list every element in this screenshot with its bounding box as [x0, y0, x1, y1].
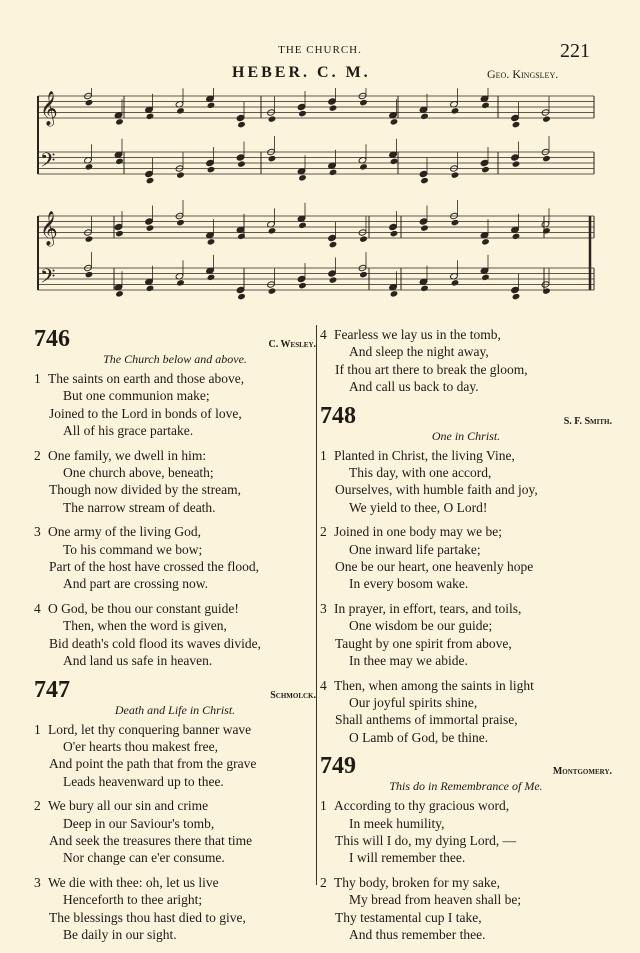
verse-line	[34, 738, 316, 755]
hymn-author: Montgomery.	[552, 766, 612, 778]
hymn-number: 746	[34, 326, 70, 352]
hymn-747-continued	[320, 326, 612, 396]
music-score	[36, 88, 600, 300]
verse-number: 3	[34, 874, 41, 890]
verse-line	[34, 405, 316, 422]
note-head	[359, 99, 368, 106]
verse-text: One family, we dwell in him:	[48, 447, 207, 463]
verse-number: 3	[34, 524, 41, 540]
verse	[34, 523, 316, 593]
hymn-number: 748	[320, 402, 356, 429]
verse-number: 2	[320, 874, 327, 890]
verse-line	[320, 652, 612, 669]
verse-line	[320, 541, 612, 558]
verse-line	[320, 832, 612, 849]
note-head	[542, 155, 551, 162]
hymn-verses	[320, 797, 612, 943]
note-head	[481, 274, 490, 281]
verse-number: 4	[320, 677, 327, 693]
verse	[34, 797, 316, 867]
verse-text: Nor change can e'er consume.	[63, 850, 225, 866]
verse-text: Ourselves, with humble faith and joy,	[335, 482, 538, 498]
verse-line	[320, 891, 612, 908]
verse-line	[34, 387, 316, 404]
page-number: 221	[560, 40, 590, 62]
treble-clef-icon: 𝄞	[40, 91, 58, 126]
bass-clef-icon: 𝄢	[40, 148, 56, 177]
note-head	[511, 114, 520, 121]
note-head	[329, 276, 338, 283]
verse-line	[320, 361, 612, 378]
note-head	[390, 290, 399, 297]
note-head	[480, 159, 489, 166]
note-head	[237, 160, 246, 167]
verse	[34, 721, 316, 791]
verse-text: And point the path that from the grave	[49, 756, 257, 772]
verse-line	[34, 815, 316, 832]
hymn-title: One in Christ.	[431, 428, 501, 443]
verse-line	[320, 926, 612, 943]
note-head	[512, 293, 521, 300]
verse-line	[34, 797, 316, 814]
note-head	[481, 102, 490, 109]
note-head	[329, 241, 338, 248]
verse-text: Lord, let thy conquering banner wave	[48, 721, 252, 737]
verse-line	[34, 541, 316, 558]
note-head	[85, 235, 94, 242]
verse-text: Part of the host have crossed the flood,	[49, 559, 259, 575]
note-head	[359, 163, 368, 170]
hymn-748	[320, 403, 612, 747]
note-head	[328, 98, 337, 105]
hymn-number: 747	[34, 676, 70, 703]
note-head	[268, 115, 277, 122]
verse-line	[34, 600, 316, 617]
verse-number: 2	[34, 447, 41, 463]
verse-number: 1	[34, 371, 41, 386]
verse-text: One inward life partake;	[349, 541, 481, 557]
verse-text: In every bosom wake.	[349, 576, 469, 592]
note-head	[268, 227, 277, 234]
note-head	[206, 159, 215, 166]
verse	[320, 874, 612, 944]
note-head	[115, 230, 124, 237]
note-head	[420, 177, 429, 184]
verse-line	[320, 558, 612, 575]
verse-line	[320, 849, 612, 866]
note-head	[176, 219, 185, 226]
verse-text: O Lamb of God, be thine.	[349, 729, 489, 745]
verse-text: And call us back to day.	[349, 379, 479, 395]
verse-line	[34, 755, 316, 772]
verse-line	[34, 849, 316, 866]
verse	[320, 447, 612, 517]
note-head	[236, 286, 245, 293]
verse-line	[320, 635, 612, 652]
hymn-heading	[34, 677, 316, 703]
verse-text: Fearless we lay us in the tomb,	[334, 327, 501, 342]
verse-text: Be daily in our sight.	[63, 926, 177, 942]
note-head	[207, 274, 216, 281]
verse-line	[34, 721, 316, 738]
hymn-author: C. Wesley.	[268, 339, 316, 350]
note-head	[176, 171, 185, 178]
verse-line	[320, 729, 612, 746]
verse-line	[34, 481, 316, 498]
note-head	[237, 121, 246, 128]
verse-line	[320, 909, 612, 926]
verse-text: To his command we bow;	[63, 541, 203, 557]
note-head	[297, 275, 306, 282]
verse-text: Then, when the word is given,	[63, 618, 227, 634]
verse	[34, 447, 316, 517]
left-column	[34, 326, 316, 950]
note-head	[481, 166, 490, 173]
note-head	[542, 115, 551, 122]
verse-line	[320, 677, 612, 694]
note-head	[420, 224, 429, 231]
verse-line	[34, 909, 316, 926]
verse-text: If thou art there to break the gloom,	[335, 361, 528, 377]
verse-number: 4	[34, 600, 41, 616]
verse-line	[320, 617, 612, 634]
verse-line	[320, 600, 612, 617]
verse-text: My bread from heaven shall be;	[349, 892, 522, 908]
note-head	[419, 170, 428, 177]
verse-text: And part are crossing now.	[63, 576, 208, 592]
note-head	[390, 230, 399, 237]
verse	[34, 600, 316, 670]
note-head	[115, 118, 124, 125]
verse-line	[34, 370, 316, 387]
verse-line	[320, 874, 612, 891]
note-head	[390, 118, 399, 125]
tune-composer: Geo. Kingsley.	[487, 67, 559, 81]
verse-line	[320, 464, 612, 481]
tune-title: HEBER. C. M.	[232, 64, 371, 81]
verse-text: We bury all our sin and crime	[48, 798, 209, 814]
note-head	[236, 114, 245, 121]
treble-clef-icon: 𝄞	[40, 211, 58, 246]
note-head	[419, 218, 428, 225]
verse-line	[34, 575, 316, 592]
verse-text: Thy testamental cup I take,	[335, 909, 482, 925]
verse-number: 1	[320, 447, 327, 463]
right-column	[320, 326, 612, 950]
note-head	[176, 279, 185, 286]
verse-line	[320, 378, 612, 395]
verse-text: And seek the treasures there that time	[49, 832, 253, 848]
verse-line	[34, 464, 316, 481]
verse-line	[34, 891, 316, 908]
verse-text: O God, be thou our constant guide!	[48, 600, 239, 616]
note-head	[512, 121, 521, 128]
verse-text: Taught by one spirit from above,	[335, 635, 512, 651]
verse-line	[34, 652, 316, 669]
note-head	[298, 174, 307, 181]
note-head	[420, 285, 429, 292]
hymn-number: 749	[320, 753, 356, 780]
hymn-heading	[320, 753, 612, 779]
verse-number: 1	[34, 721, 41, 737]
note-head	[451, 279, 460, 286]
verse-text: One church above, beneath;	[63, 465, 214, 481]
verse-text: Henceforth to thee aright;	[63, 892, 203, 908]
note-head	[85, 163, 94, 170]
verse-text: O'er hearts thou makest free,	[63, 738, 218, 754]
verse-text: And sleep the night away,	[349, 344, 489, 360]
note-head	[359, 235, 368, 242]
verse-line	[34, 832, 316, 849]
hymn-title: This do in Remembrance of Me.	[389, 779, 543, 794]
note-head	[329, 169, 338, 176]
hymn-verses	[320, 326, 612, 396]
note-head	[329, 104, 338, 111]
verse-text: We die with thee: oh, let us live	[48, 874, 219, 890]
note-head	[328, 234, 337, 241]
note-head	[420, 113, 429, 120]
verse-text: Shall anthems of immortal praise,	[335, 712, 518, 728]
verse-number: 2	[34, 798, 41, 814]
hymn-746	[34, 326, 316, 670]
verse-line	[320, 499, 612, 516]
hymn-author: S. F. Smith.	[563, 415, 612, 427]
note-head	[207, 102, 216, 109]
note-head	[176, 107, 185, 114]
verse	[320, 600, 612, 670]
note-head	[145, 218, 154, 225]
verse-line	[320, 481, 612, 498]
verse-text: The saints on earth and those above,	[48, 371, 245, 386]
verse-line	[34, 447, 316, 464]
note-head	[146, 113, 155, 120]
verse-text: And thus remember thee.	[349, 926, 486, 942]
note-head	[328, 270, 337, 277]
verse-line	[320, 523, 612, 540]
verse-text: And land us safe in heaven.	[63, 653, 213, 669]
verse-text: One be our heart, one heavenly hope	[335, 559, 534, 575]
verse-text: According to thy gracious word,	[334, 798, 510, 814]
note-head	[297, 103, 306, 110]
verse-line	[320, 797, 612, 814]
verse-text: One army of the living God,	[48, 524, 201, 540]
verse	[34, 874, 316, 944]
note-head	[298, 110, 307, 117]
verse-line	[34, 874, 316, 891]
verse-text: Planted in Christ, the living Vine,	[334, 447, 515, 463]
verse-line	[320, 694, 612, 711]
verse-line	[320, 815, 612, 832]
verse-text: The blessings thou hast died to give,	[49, 909, 246, 925]
note-head	[451, 219, 460, 226]
verse-text: In thee may we abide.	[349, 653, 468, 669]
verse-number: 3	[320, 600, 327, 616]
verse	[320, 523, 612, 593]
verse-line	[34, 635, 316, 652]
note-head	[481, 238, 490, 245]
hymn-title: Death and Life in Christ.	[114, 702, 236, 717]
note-head	[207, 166, 216, 173]
note-head	[114, 223, 123, 230]
verse-text: We yield to thee, O Lord!	[349, 499, 488, 515]
verse-text: This day, with one accord,	[349, 465, 492, 481]
verse-line	[320, 447, 612, 464]
hymn-author: Schmolck.	[270, 689, 316, 701]
verse-text: One wisdom be our guide;	[349, 618, 493, 634]
verse-line	[320, 326, 612, 343]
verse-text: But one communion make;	[63, 388, 210, 404]
verse-line	[34, 499, 316, 516]
note-head	[115, 158, 124, 165]
verse-text: In meek humility,	[349, 815, 445, 831]
verse-text: Thy body, broken for my sake,	[334, 874, 500, 890]
bass-clef-icon: 𝄢	[40, 264, 56, 293]
verse-line	[34, 617, 316, 634]
note-head	[512, 233, 521, 240]
verse	[320, 677, 612, 747]
hymn-verses	[34, 370, 316, 670]
verse-line	[320, 575, 612, 592]
verse-text: This will I do, my dying Lord, —	[335, 832, 517, 848]
note-head	[85, 99, 94, 106]
verse-text: Deep in our Saviour's tomb,	[63, 815, 215, 831]
note-head	[146, 177, 155, 184]
verse-number: 4	[320, 327, 327, 342]
verse-text: Leads heavenward up to thee.	[63, 773, 224, 789]
verse-text: Joined in one body may we be;	[334, 524, 502, 540]
verse-text: Joined to the Lord in bonds of love,	[49, 405, 242, 421]
hymn-heading	[34, 326, 316, 352]
verse-text: Then, when among the saints in light	[334, 677, 534, 693]
verse-line	[320, 711, 612, 728]
verse-line	[34, 926, 316, 943]
hymn-747	[34, 677, 316, 944]
note-head	[236, 154, 245, 161]
note-head	[511, 154, 520, 161]
note-head	[85, 271, 94, 278]
note-head	[389, 223, 398, 230]
verse-line	[34, 422, 316, 439]
verse-number: 1	[320, 798, 327, 814]
hymn-heading	[320, 403, 612, 429]
hymn-749	[320, 753, 612, 943]
note-head	[298, 222, 307, 229]
note-head	[145, 170, 154, 177]
note-head	[237, 293, 246, 300]
hymn-verses	[34, 721, 316, 944]
note-head	[146, 224, 155, 231]
verse-line	[320, 343, 612, 360]
hymn-title: The Church below and above.	[103, 352, 247, 366]
verse-text: I will remember thee.	[349, 850, 466, 866]
verse-line	[34, 558, 316, 575]
verse	[320, 797, 612, 867]
verse-text: In prayer, in effort, tears, and toils,	[334, 600, 522, 616]
verse-text: The narrow stream of death.	[63, 499, 216, 515]
note-head	[207, 238, 216, 245]
note-head	[390, 158, 399, 165]
verse-number: 2	[320, 524, 327, 540]
note-head	[451, 107, 460, 114]
verse-text: All of his grace partake.	[63, 423, 194, 439]
verse-text: Bid death's cold flood its waves divide,	[49, 635, 262, 651]
verse-text: Our joyful spirits shine,	[349, 694, 478, 710]
note-head	[298, 282, 307, 289]
note-head	[268, 287, 277, 294]
note-head	[359, 271, 368, 278]
verse-line	[34, 523, 316, 540]
note-head	[115, 290, 124, 297]
verse	[320, 326, 612, 396]
verse-line	[34, 773, 316, 790]
column-divider	[316, 325, 317, 885]
verse-text: Though now divided by the stream,	[49, 482, 241, 498]
verse	[34, 370, 316, 440]
note-head	[268, 155, 277, 162]
running-head: THE CHURCH.	[278, 44, 362, 56]
note-head	[511, 286, 520, 293]
note-head	[451, 171, 460, 178]
hymn-verses	[320, 447, 612, 747]
note-head	[146, 285, 155, 292]
note-head	[512, 160, 521, 167]
